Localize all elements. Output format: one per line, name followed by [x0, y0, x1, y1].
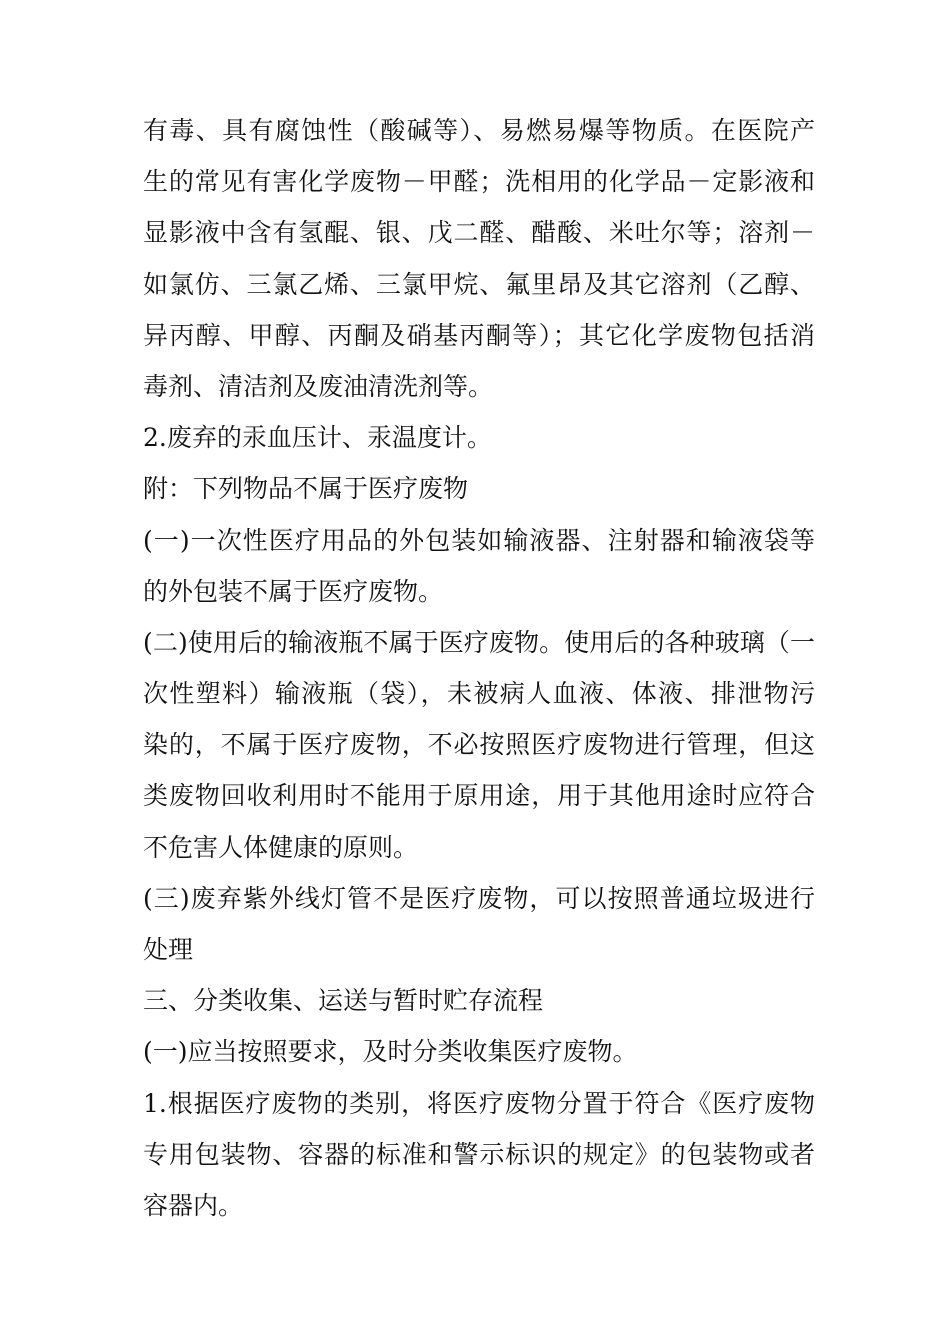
text-line: 处理	[143, 935, 194, 964]
text-line: 有毒、具有腐蚀性（酸碱等）、易燃易爆等物质。在医院产	[143, 116, 815, 145]
text-line: (一)一次性医疗用品的外包装如输液器、注射器和输液袋等	[143, 525, 815, 555]
text-line: 2.废弃的汞血压计、汞温度计。	[143, 423, 492, 453]
text-line: 的外包装不属于医疗废物。	[143, 576, 444, 606]
text-line: 次性塑料）输液瓶（袋），未被病人血液、体液、排泄物污	[143, 679, 815, 709]
document-page	[143, 105, 815, 1231]
text-line: 显影液中含有氢醌、银、戊二醛、醋酸、米吐尔等；溶剂－	[143, 218, 815, 248]
text-line: 染的，不属于医疗废物，不必按照医疗废物进行管理，但这	[143, 730, 815, 760]
text-line: 三、分类收集、运送与暂时贮存流程	[143, 986, 544, 1016]
text-line: 容器内。	[143, 1190, 244, 1220]
text-line: 不危害人体健康的原则。	[143, 832, 419, 862]
text-line: 附：下列物品不属于医疗废物	[143, 474, 469, 504]
text-line: (三)废弃紫外线灯管不是医疗废物，可以按照普通垃圾进行	[143, 883, 815, 913]
text-line: 毒剂、清洁剂及废油清洗剂等。	[143, 371, 494, 401]
text-line: 专用包装物、容器的标准和警示标识的规定》的包装物或者	[143, 1139, 815, 1169]
text-line: 类废物回收利用时不能用于原用途，用于其他用途时应符合	[143, 781, 815, 811]
text-line: 如氯仿、三氯乙烯、三氯甲烷、氟里昂及其它溶剂（乙醇、	[143, 269, 815, 299]
text-line: 生的常见有害化学废物－甲醛；洗相用的化学品－定影液和	[143, 167, 815, 197]
text-line: (二)使用后的输液瓶不属于医疗废物。使用后的各种玻璃（一	[143, 627, 815, 657]
text-line: (一)应当按照要求，及时分类收集医疗废物。	[143, 1037, 638, 1067]
text-line: 异丙醇、甲醇、丙酮及硝基丙酮等）；其它化学废物包括消	[143, 320, 815, 350]
text-line: 1.根据医疗废物的类别，将医疗废物分置于符合《医疗废物	[143, 1088, 815, 1118]
